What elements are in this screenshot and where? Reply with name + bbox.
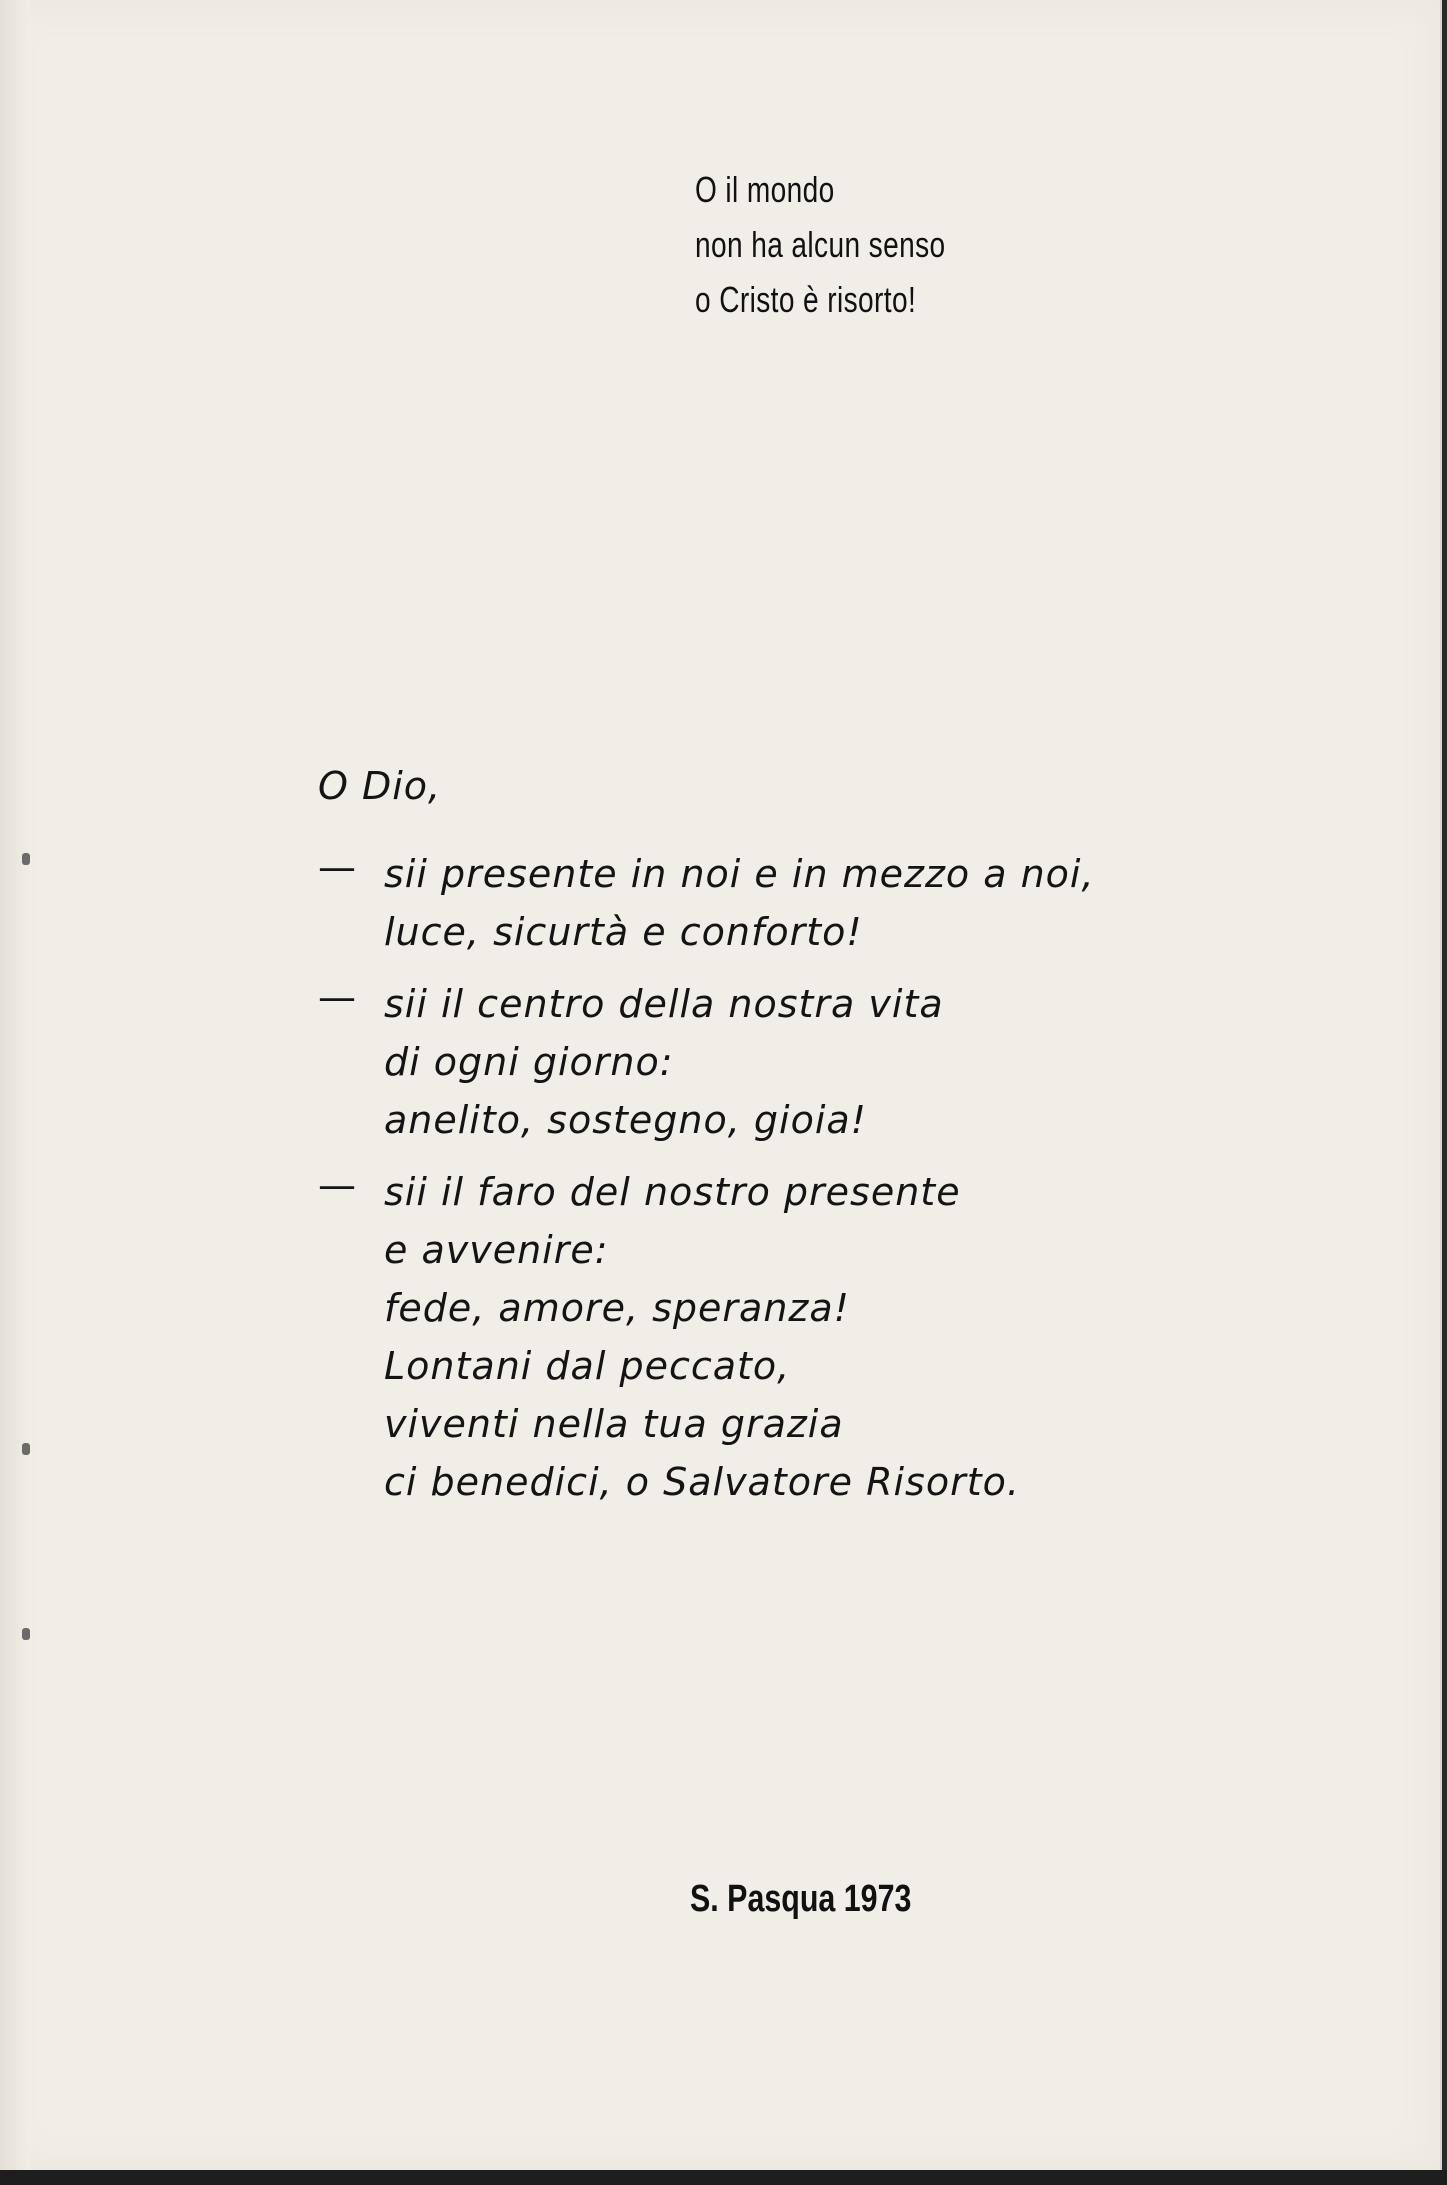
stanza-line: fede, amore, speranza!	[384, 1286, 850, 1330]
stanza-line: ci benedici, o Salvatore Risorto.	[384, 1460, 1020, 1504]
stanza-line: sii presente in noi e in mezzo a noi,	[384, 852, 1095, 896]
prayer-stanza	[318, 975, 1095, 1149]
motto-line: o Cristo è risorto!	[695, 279, 917, 320]
stanza-line: luce, sicurtà e conforto!	[384, 910, 863, 954]
prayer-stanza	[318, 1163, 1095, 1511]
scan-bottom-edge	[0, 2170, 1447, 2185]
prayer-invocation: O Dio,	[318, 764, 442, 808]
prayer-stanza	[318, 845, 1095, 961]
stanza-line: e avvenire:	[384, 1228, 609, 1272]
stanza-line: sii il centro della nostra vita	[384, 982, 944, 1026]
motto-line: O il mondo	[695, 169, 835, 210]
prayer-block	[318, 757, 1095, 1511]
footer-date: S. Pasqua 1973	[690, 1878, 912, 1920]
stanza-line: sii il faro del nostro presente	[384, 1170, 961, 1214]
binding-edge	[0, 0, 30, 2170]
motto-line: non ha alcun senso	[695, 224, 946, 265]
stanza-line: anelito, sostegno, gioia!	[384, 1098, 867, 1142]
staple-hole	[22, 853, 30, 865]
stanza-dash: —	[318, 845, 357, 889]
staple-hole	[22, 1443, 30, 1455]
stanza-line: di ogni giorno:	[384, 1040, 674, 1084]
stanza-dash: —	[318, 1163, 357, 1207]
motto-block	[695, 162, 946, 327]
stanza-line: viventi nella tua grazia	[384, 1402, 844, 1446]
stanza-line: Lontani dal peccato,	[384, 1344, 791, 1388]
staple-hole	[22, 1628, 30, 1640]
stanza-dash: —	[318, 975, 357, 1019]
